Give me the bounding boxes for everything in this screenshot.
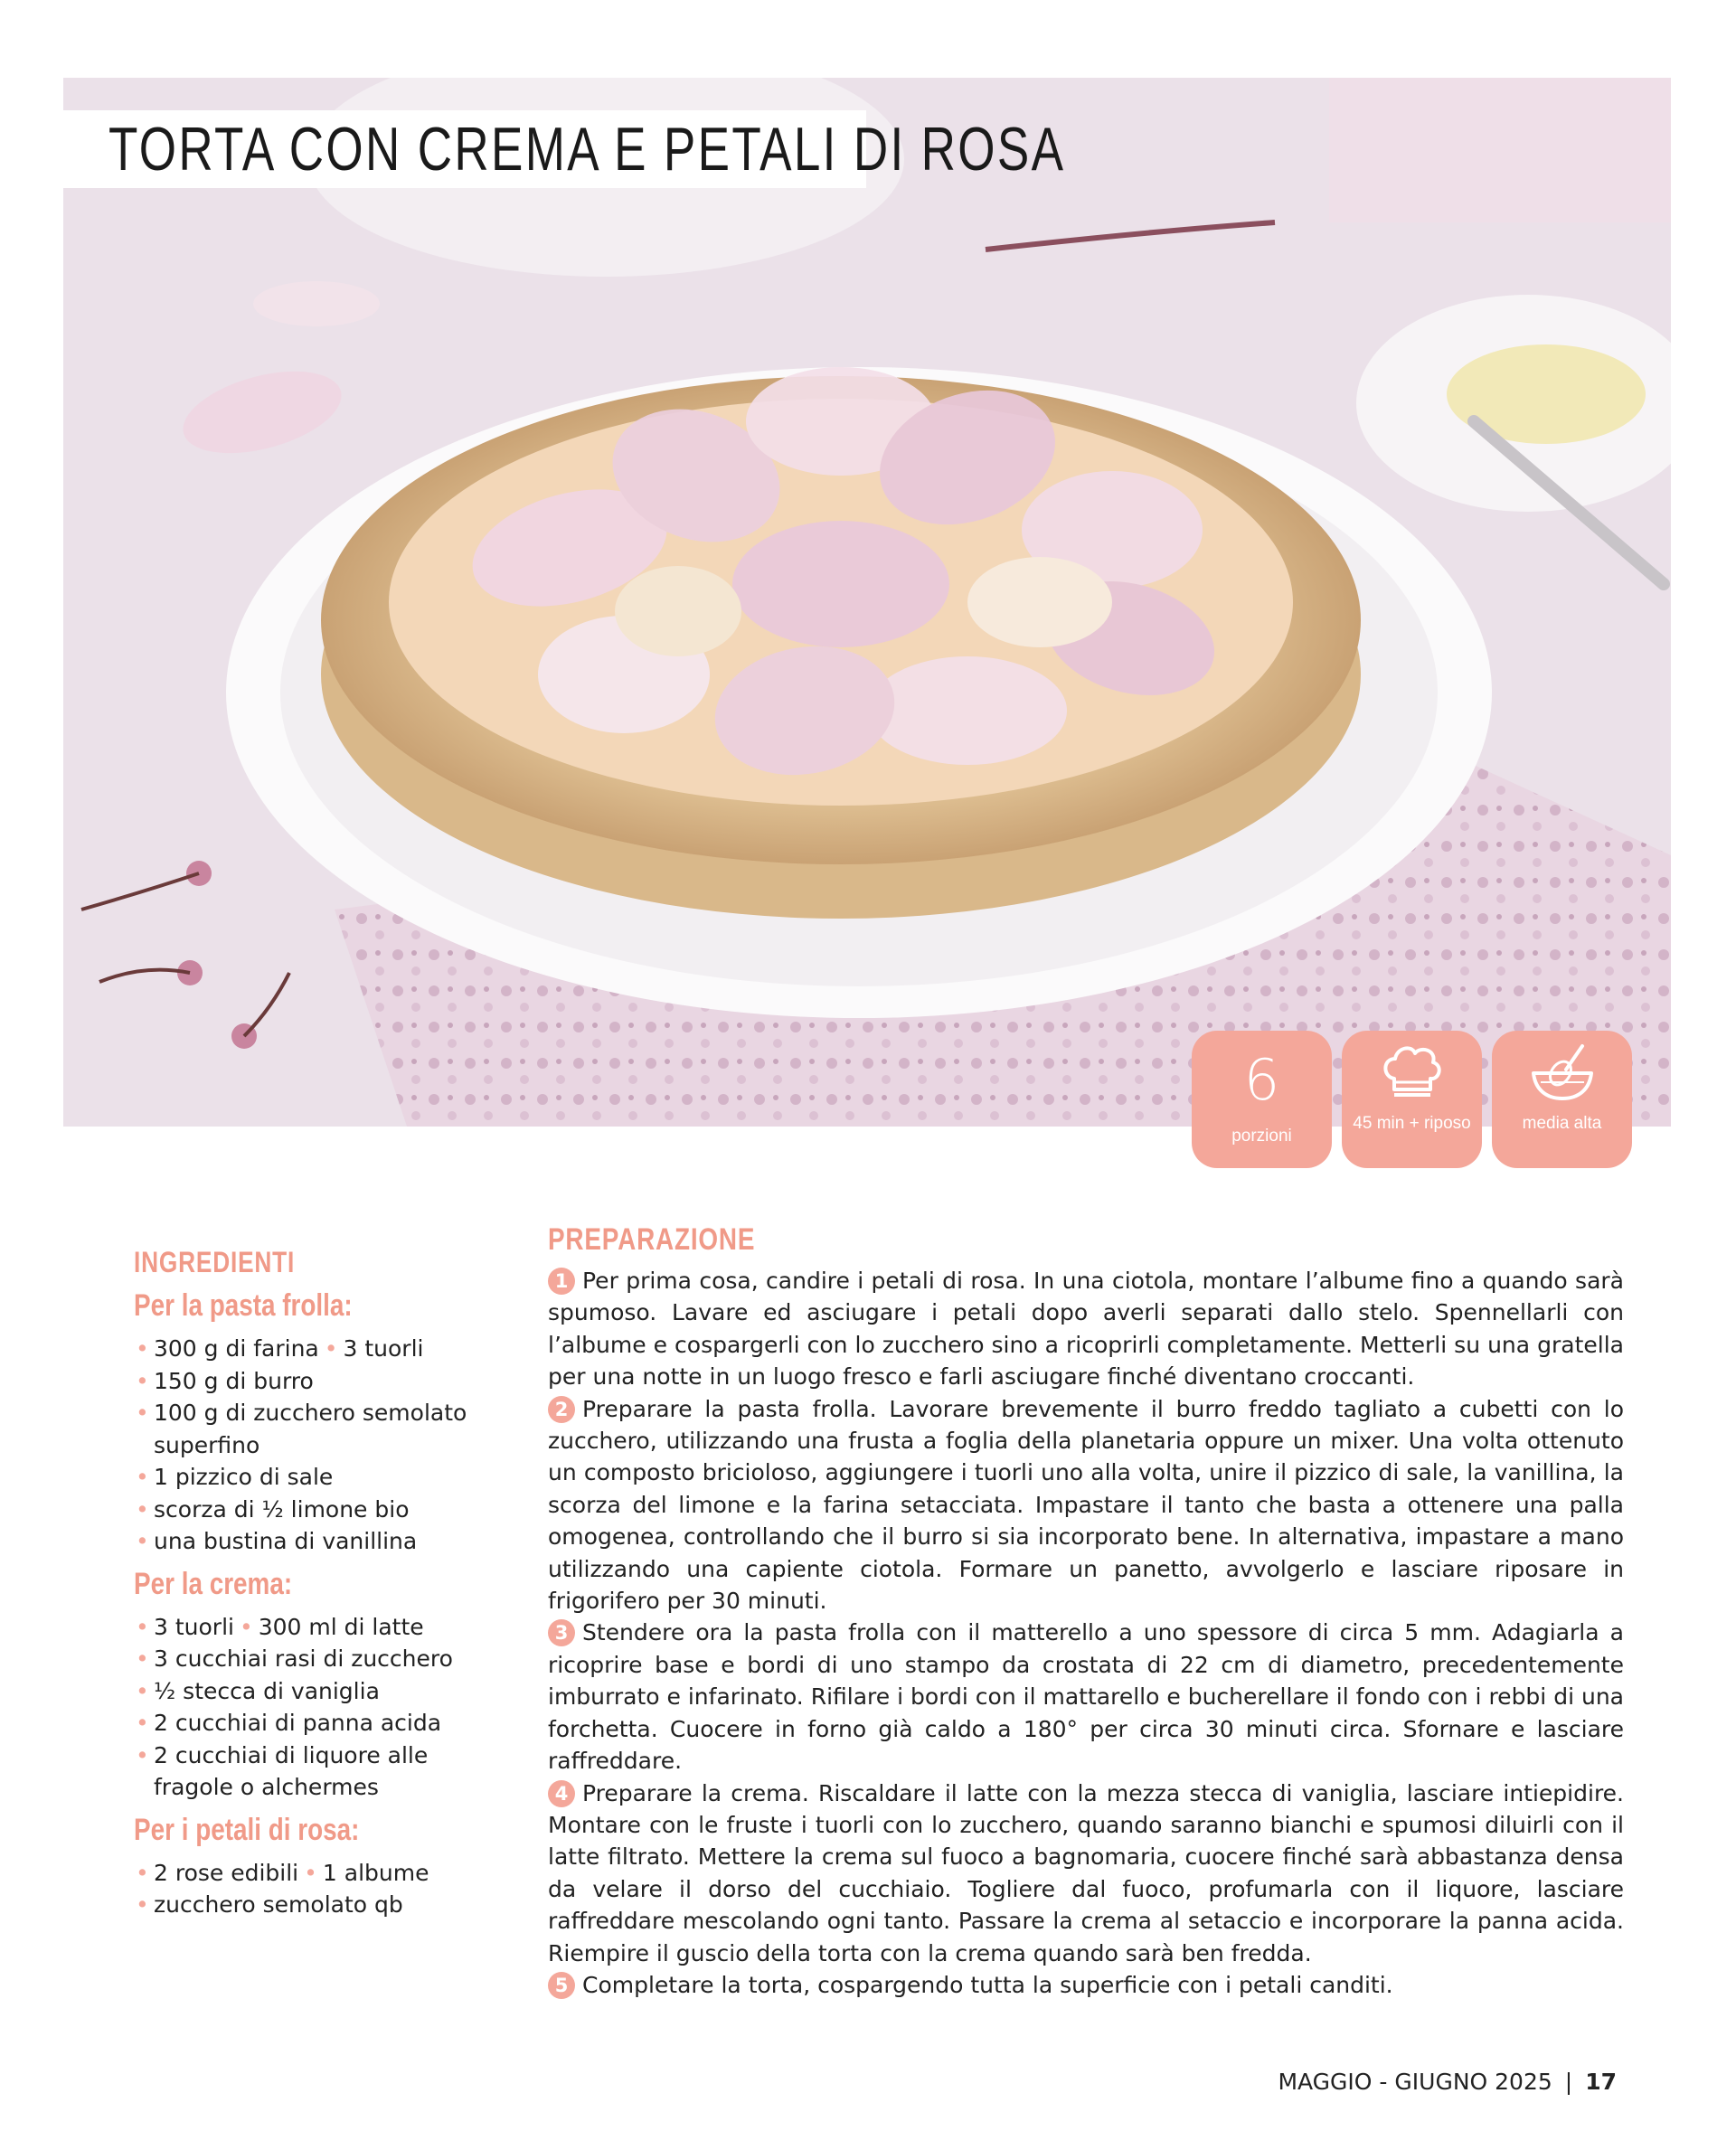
- list-item: • 2 cucchiai di panna acida: [136, 1710, 442, 1736]
- list-item: • 3 tuorli • 300 ml di latte: [136, 1613, 424, 1640]
- step-number: 4: [548, 1780, 575, 1807]
- group-title-frolla: Per la pasta frolla:: [134, 1288, 353, 1323]
- recipe-photo: [63, 78, 1671, 1127]
- step-4: 4 Preparare la crema. Riscaldare il latte con la mezza stecca di vaniglia, lasciare intiepidire. Montare con le fruste i tuorli con lo zucchero, quando saranno bianchi e spumosi diluirli con il latte filtrato. Mettere la crema sul fuoco a bagnomaria, cuocere finché sarà abbastanza densa da velare il dorso del cucchiaio. Togliere dal fuoco, profumarla con il liquore, lasciare raffreddare mescolando ogni tanto. Passare la crema al setaccio e incorporare la panna acida. Riempire il guscio della torta con la crema quando sarà ben fredda.: [548, 1779, 1624, 1966]
- servings-badge: [1192, 1031, 1332, 1168]
- group-title-petali: Per i petali di rosa:: [134, 1812, 360, 1847]
- ingredient-list-petali: [134, 1857, 514, 1921]
- difficulty-badge: [1492, 1031, 1632, 1168]
- difficulty-label: media alta: [1522, 1114, 1602, 1133]
- list-item: • 2 cucchiai di liquore alle: [136, 1741, 429, 1768]
- time-badge: [1342, 1031, 1482, 1168]
- list-item: • ½ stecca di vaniglia: [136, 1677, 380, 1704]
- servings-label: porzioni: [1231, 1127, 1292, 1146]
- step-number: 2: [548, 1396, 575, 1423]
- whisk-bowl-icon: [1492, 1031, 1632, 1114]
- chef-hat-icon: [1342, 1031, 1482, 1114]
- ingredients-heading: INGREDIENTI: [134, 1246, 296, 1278]
- group-title-crema: Per la crema:: [134, 1566, 293, 1601]
- list-item: • 300 g di farina • 3 tuorli: [136, 1335, 424, 1362]
- list-item: fragole o alchermes: [154, 1774, 379, 1800]
- list-item: • zucchero semolato qb: [136, 1891, 403, 1918]
- ingredient-list-crema: [134, 1611, 514, 1804]
- list-item: • 1 pizzico di sale: [136, 1464, 334, 1490]
- page-footer: [1278, 2069, 1617, 2095]
- tart-illustration: [63, 78, 1671, 1127]
- step-number: 3: [548, 1619, 575, 1646]
- step-1: 1 Per prima cosa, candire i petali di rosa. In una ciotola, montare l’albume fino a quando sarà spumoso. Lavare ed asciugare i petali dopo averli separati dallo stelo. Spennellarli con l’albume e cospargerli con lo zucchero sino a ricoprirli completamente. Metterli su una gratella per una notte in un luogo fresco e farli asciugare finché diventano croccanti.: [548, 1268, 1624, 1391]
- preparation-column: [548, 1222, 1624, 2001]
- list-item: superfino: [154, 1431, 260, 1458]
- title-banner: [63, 110, 1066, 188]
- list-item: • 2 rose edibili • 1 albume: [136, 1859, 429, 1886]
- list-item: • 100 g di zucchero semolato: [136, 1400, 467, 1426]
- step-3: 3 Stendere ora la pasta frolla con il matterello a uno spessore di circa 5 mm. Adagiarla a ricoprire base e bordi di uno stampo da crostata di 22 cm di diametro, precedentemente imburrato e infarinato. Rifilare i bordi con il mattarello e bucherellare il fondo con i rebbi di una forchetta. Cuocere in forno già caldo a 180° per circa 30 minuti circa. Sfornare e lasciare raffreddare.: [548, 1619, 1624, 1775]
- list-item: • una bustina di vanillina: [136, 1528, 418, 1554]
- list-item: • 150 g di burro: [136, 1367, 314, 1394]
- recipe-title: TORTA CON CREMA E PETALI DI ROSA: [108, 115, 1066, 184]
- step-number: 1: [548, 1268, 575, 1295]
- footer-separator: |: [1564, 2069, 1573, 2095]
- time-label: 45 min + riposo: [1353, 1114, 1471, 1133]
- preparation-heading: PREPARAZIONE: [548, 1222, 756, 1257]
- step-2: 2 Preparare la pasta frolla. Lavorare brevemente il burro freddo tagliato a cubetti con lo zucchero, utilizzando una frusta a foglia della planetaria oppure un mixer. Una volta ottenuto un composto bricioloso, aggiungere i tuorli uno alla volta, unire il pizzico di sale, la vanillina, la scorza del limone e la farina setacciata. Impastare il tanto che basta a ottenere una palla omogenea, controllando che il burro si sia incorporato bene. In alternativa, impastare a mano utilizzando una capiente ciotola. Formare un panetto, avvolgerlo e lasciare riposare in frigorifero per 30 minuti.: [548, 1395, 1624, 1615]
- list-item: • 3 cucchiai rasi di zucchero: [136, 1645, 453, 1672]
- step-number: 5: [548, 1972, 575, 1999]
- ingredient-list-frolla: [134, 1333, 514, 1558]
- step-5: 5 Completare la torta, cospargendo tutta la superficie con i petali canditi.: [548, 1969, 1624, 2001]
- issue-label: MAGGIO - GIUGNO 2025: [1278, 2069, 1552, 2095]
- list-item: • scorza di ½ limone bio: [136, 1495, 410, 1523]
- page-number: 17: [1585, 2069, 1617, 2095]
- servings-value: 6: [1243, 1047, 1280, 1113]
- ingredients-column: [134, 1246, 514, 1921]
